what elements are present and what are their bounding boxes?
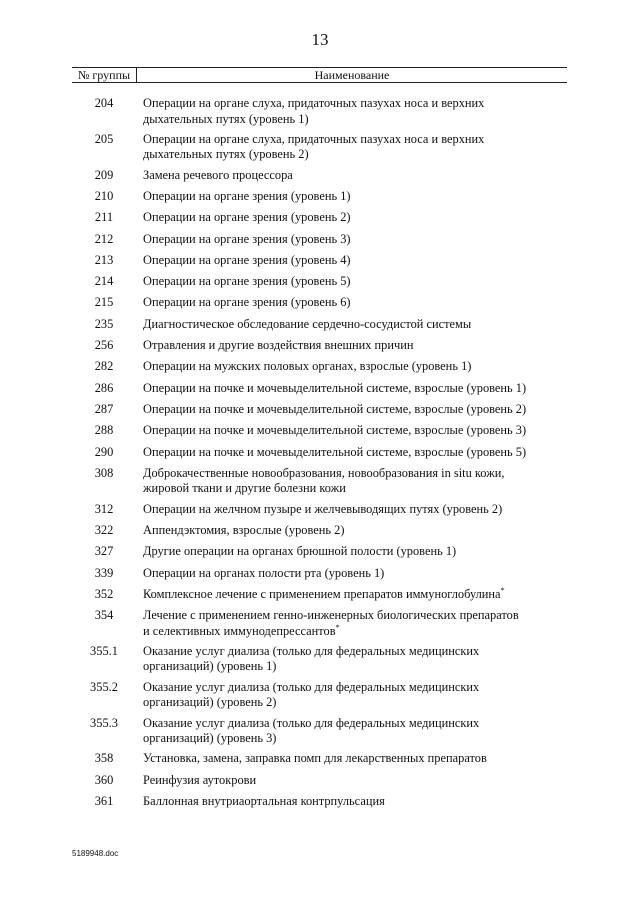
group-name-line: Отравления и другие воздействия внешних причин (143, 338, 414, 352)
group-name-line: Операции на органах полости рта (уровень 1) (143, 565, 385, 580)
group-name-line: Баллонная внутриаортальная контрпульсация (143, 793, 385, 808)
group-name-line: организаций) (уровень 3) (143, 731, 277, 745)
group-name-line: организаций) (уровень 1) (143, 659, 277, 674)
group-name-line: Оказание услуг диализа (только для федеральных медицинских (143, 715, 480, 730)
group-number: 360 (94, 772, 114, 787)
group-name-line: Реинфузия аутокрови (143, 772, 257, 787)
group-number: 352 (94, 586, 114, 601)
group-name (143, 168, 563, 184)
group-number: 354 (94, 608, 114, 623)
group-name (143, 680, 563, 711)
group-name (143, 608, 563, 639)
group-name-line: Операции на почке и мочевыделительной системе, взрослые (уровень 3) (143, 423, 527, 438)
group-number: 235 (94, 316, 114, 331)
group-name (143, 445, 563, 461)
group-name-line: Операции на почке и мочевыделительной системе, взрослые (уровень 5) (143, 444, 527, 459)
table-header (72, 67, 567, 83)
group-number: 205 (94, 131, 114, 146)
group-name (143, 295, 563, 311)
group-name-line: Операции на органе зрения (уровень 6) (143, 295, 351, 310)
group-number: 282 (94, 359, 114, 374)
group-name (143, 423, 563, 439)
group-name-line: и селективных иммунодепрессантов* (143, 622, 340, 638)
group-name (143, 794, 563, 810)
group-name-line: Операции на органе зрения (уровень 3) (143, 231, 351, 246)
group-name-line: Операции на органе зрения (уровень 5) (143, 274, 351, 289)
group-number: 355.1 (90, 643, 118, 658)
group-name (143, 751, 563, 767)
header-name: Наименование (314, 68, 390, 82)
group-name (143, 338, 563, 354)
group-number: 290 (94, 444, 114, 459)
group-number: 361 (94, 793, 114, 808)
page-number: 13 (311, 30, 329, 49)
group-name-line: Операции на органе зрения (уровень 2) (143, 210, 351, 225)
group-name-line: Операции на почке и мочевыделительной системе, взрослые (уровень 2) (143, 401, 527, 416)
group-name (143, 232, 563, 248)
group-number: 209 (94, 167, 114, 182)
group-number: 213 (94, 252, 114, 267)
group-number: 256 (94, 338, 114, 352)
group-number: 287 (94, 401, 114, 416)
group-number: 327 (94, 544, 114, 559)
group-name-line: Оказание услуг диализа (только для федеральных медицинских (143, 643, 480, 658)
group-name (143, 274, 563, 290)
group-number: 211 (94, 210, 114, 225)
group-number: 212 (94, 231, 114, 246)
group-name-line: Диагностическое обследование сердечно-сосудистой системы (143, 316, 472, 331)
group-number: 215 (94, 295, 114, 310)
group-name-line: Операции на органе зрения (уровень 4) (143, 252, 351, 267)
group-name (143, 466, 563, 497)
group-name (143, 523, 563, 539)
group-name (143, 773, 563, 789)
group-name (143, 544, 563, 560)
group-name-line: Операции на органе слуха, придаточных пазухах носа и верхних (143, 131, 485, 146)
group-name-line: Операции на желчном пузыре и желчевыводящих путях (уровень 2) (143, 501, 503, 516)
group-number: 214 (94, 274, 114, 289)
footnote-mark: * (500, 585, 505, 595)
group-name (143, 132, 563, 163)
group-name (143, 96, 563, 127)
header-group-number: № группы (72, 68, 137, 82)
group-name-line: Оказание услуг диализа (только для федеральных медицинских (143, 679, 480, 694)
group-number: 308 (94, 465, 114, 480)
group-name-line: Комплексное лечение с применением препаратов иммуноглобулина* (143, 585, 505, 601)
group-name-line: Операции на органе слуха, придаточных пазухах носа и верхних (143, 96, 485, 110)
group-name-line: Установка, замена, заправка помп для лекарственных препаратов (143, 751, 487, 766)
group-name (143, 189, 563, 205)
group-name (143, 566, 563, 582)
group-number: 210 (94, 188, 114, 203)
group-name-line: Замена речевого процессора (143, 167, 293, 182)
group-number: 358 (94, 751, 114, 766)
group-name (143, 210, 563, 226)
group-number: 322 (94, 522, 114, 537)
group-name-line: Операции на мужских половых органах, взрослые (уровень 1) (143, 359, 472, 374)
group-name (143, 587, 563, 603)
group-name-line: Операции на почке и мочевыделительной системе, взрослые (уровень 1) (143, 380, 527, 395)
group-name-line: Доброкачественные новообразования, новообразования in situ кожи, (143, 465, 505, 480)
group-name-line: Аппендэктомия, взрослые (уровень 2) (143, 522, 345, 537)
group-name (143, 402, 563, 418)
group-number: 286 (94, 380, 114, 395)
group-number: 355.2 (90, 679, 118, 694)
group-name (143, 359, 563, 375)
document-footer: 5189948.doc (72, 849, 119, 858)
group-number: 288 (94, 423, 114, 438)
group-number: 204 (94, 96, 114, 110)
group-name-line: Другие операции на органах брюшной полости (уровень 1) (143, 544, 457, 559)
group-name (143, 502, 563, 518)
group-name (143, 253, 563, 269)
group-name (143, 716, 563, 747)
group-number: 355.3 (90, 715, 118, 730)
group-name-line: организаций) (уровень 2) (143, 695, 277, 710)
group-name (143, 644, 563, 675)
group-number: 312 (94, 501, 114, 516)
footnote-mark: * (335, 622, 340, 632)
group-name (143, 381, 563, 397)
group-name (143, 317, 563, 333)
group-number: 339 (94, 565, 114, 580)
group-name-line: Операции на органе зрения (уровень 1) (143, 188, 351, 203)
group-name-line: Лечение с применением генно-инженерных биологических препаратов (143, 608, 519, 623)
group-name-line: жировой ткани и другие болезни кожи (143, 481, 346, 496)
group-name-line: дыхательных путях (уровень 1) (143, 111, 309, 126)
group-name-line: дыхательных путях (уровень 2) (143, 147, 309, 162)
